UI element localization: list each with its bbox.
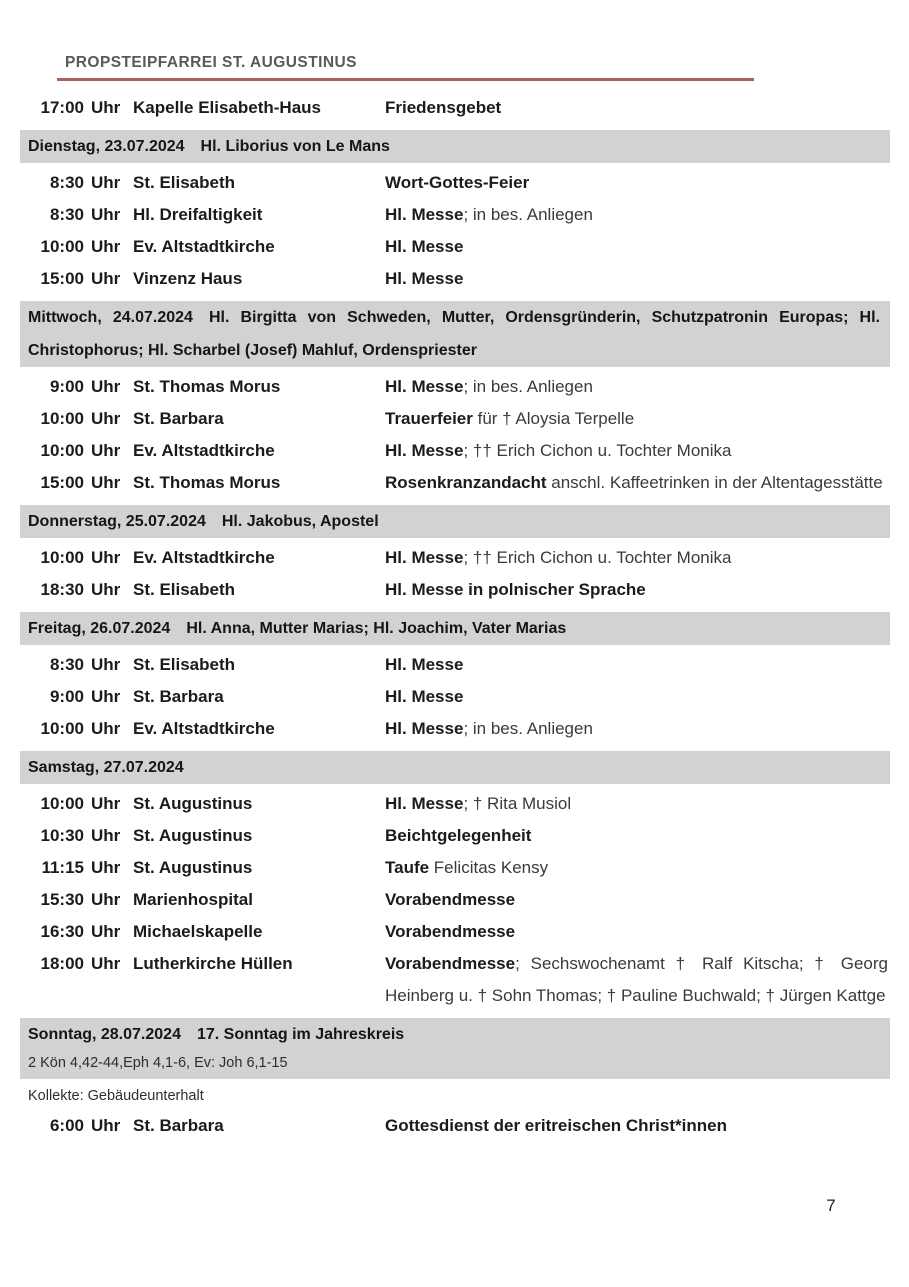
entry-time-suffix: Uhr bbox=[91, 377, 121, 396]
entry-event: Hl. Messe bbox=[385, 269, 464, 288]
entry-time: 10:00 bbox=[40, 719, 84, 738]
entry-time: 16:30 bbox=[40, 922, 84, 941]
day-label: Donnerstag, 25.07.2024 bbox=[28, 513, 206, 530]
day-banner-title bbox=[28, 751, 880, 784]
entry-description bbox=[385, 852, 890, 884]
schedule-row bbox=[20, 371, 890, 403]
schedule-row bbox=[20, 167, 890, 199]
entry-time: 15:30 bbox=[40, 890, 84, 909]
entry-time: 10:00 bbox=[40, 237, 84, 256]
entry-detail: Felicitas Kensy bbox=[429, 858, 549, 877]
entry-event: Trauerfeier bbox=[385, 409, 473, 428]
entry-time-suffix: Uhr bbox=[91, 580, 121, 599]
entry-event: Hl. Messe bbox=[385, 548, 464, 567]
schedule-row bbox=[20, 542, 890, 574]
schedule bbox=[20, 92, 890, 1142]
entry-location: Michaelskapelle bbox=[133, 922, 263, 941]
entry-time-suffix: Uhr bbox=[91, 409, 121, 428]
schedule-row bbox=[20, 820, 890, 852]
schedule-row bbox=[20, 231, 890, 263]
day-banner bbox=[20, 505, 890, 538]
entry-time-suffix: Uhr bbox=[91, 826, 121, 845]
entry-description bbox=[385, 467, 890, 499]
entry-time-suffix: Uhr bbox=[91, 173, 121, 192]
entry-location: Ev. Altstadtkirche bbox=[133, 548, 275, 567]
entry-time: 6:00 bbox=[49, 1116, 84, 1135]
day-banner bbox=[20, 301, 890, 367]
entry-description bbox=[385, 435, 890, 467]
entry-description bbox=[385, 167, 890, 199]
entry-event: Hl. Messe bbox=[385, 794, 464, 813]
day-feast: Hl. Jakobus, Apostel bbox=[221, 513, 379, 530]
day-banner bbox=[20, 612, 890, 645]
entry-description bbox=[385, 681, 890, 713]
schedule-row bbox=[20, 916, 890, 948]
entry-event: Hl. Messe bbox=[385, 377, 464, 396]
schedule-row bbox=[20, 403, 890, 435]
entry-time-suffix: Uhr bbox=[91, 954, 121, 973]
entry-time-suffix: Uhr bbox=[91, 922, 121, 941]
entry-description bbox=[385, 916, 890, 948]
entry-event: Wort-Gottes-Feier bbox=[385, 173, 530, 192]
page-header bbox=[57, 54, 754, 81]
entry-location: St. Elisabeth bbox=[133, 655, 236, 674]
entry-location: St. Thomas Morus bbox=[133, 377, 281, 396]
entry-description bbox=[385, 884, 890, 916]
entry-time: 8:30 bbox=[49, 655, 84, 674]
entry-time-suffix: Uhr bbox=[91, 548, 121, 567]
page-number: 7 bbox=[826, 1196, 836, 1215]
entry-time: 10:00 bbox=[40, 409, 84, 428]
entry-location: Marienhospital bbox=[133, 890, 253, 909]
schedule-row bbox=[20, 713, 890, 745]
day-feast: Hl. Anna, Mutter Marias; Hl. Joachim, Vater Marias bbox=[186, 620, 567, 637]
entry-time-suffix: Uhr bbox=[91, 98, 121, 117]
entry-time-suffix: Uhr bbox=[91, 1116, 121, 1135]
entry-description bbox=[385, 820, 890, 852]
entry-description bbox=[385, 231, 890, 263]
entry-time-suffix: Uhr bbox=[91, 794, 121, 813]
schedule-row bbox=[20, 884, 890, 916]
day-scripture: 2 Kön 4,42-44,Eph 4,1-6, Ev: Joh 6,1-15 bbox=[28, 1055, 288, 1071]
day-feast: Hl. Birgitta von Schweden, Mutter, Ordensgründerin, Schutzpatronin Europas; Hl. Christophorus; Hl. Scharbel (Josef) Mahluf, Ordenspriester bbox=[28, 309, 881, 359]
entry-time: 18:00 bbox=[40, 954, 84, 973]
entry-description bbox=[385, 1110, 890, 1142]
entry-description bbox=[385, 263, 890, 295]
day-banner-title bbox=[28, 130, 880, 163]
day-label: Mittwoch, 24.07.2024 bbox=[28, 309, 193, 326]
entry-time: 10:30 bbox=[40, 826, 84, 845]
schedule-row bbox=[20, 263, 890, 295]
entry-location: St. Elisabeth bbox=[133, 580, 236, 599]
entry-location: St. Thomas Morus bbox=[133, 473, 281, 492]
entry-location: Hl. Dreifaltigkeit bbox=[133, 205, 263, 224]
entry-event: Hl. Messe bbox=[385, 441, 464, 460]
entry-description bbox=[385, 948, 890, 1012]
entry-time: 10:00 bbox=[40, 794, 84, 813]
entry-detail: ; † Rita Musiol bbox=[463, 794, 572, 813]
day-banner-title bbox=[28, 505, 880, 538]
entry-detail: ; in bes. Anliegen bbox=[463, 377, 593, 396]
entry-time: 10:00 bbox=[40, 441, 84, 460]
entry-time-suffix: Uhr bbox=[91, 473, 121, 492]
entry-detail: für † Aloysia Terpelle bbox=[472, 409, 635, 428]
day-feast: 17. Sonntag im Jahreskreis bbox=[196, 1026, 405, 1043]
entry-detail: ; †† Erich Cichon u. Tochter Monika bbox=[463, 548, 732, 567]
entry-location: St. Barbara bbox=[133, 687, 224, 706]
day-banner bbox=[20, 751, 890, 784]
entry-location: St. Elisabeth bbox=[133, 173, 236, 192]
day-banner bbox=[20, 1018, 890, 1079]
day-banner-title bbox=[28, 612, 880, 645]
day-banner bbox=[20, 130, 890, 163]
entry-event: Hl. Messe bbox=[385, 237, 464, 256]
entry-time: 18:30 bbox=[40, 580, 84, 599]
entry-location: St. Augustinus bbox=[133, 858, 253, 877]
day-feast: Hl. Liborius von Le Mans bbox=[200, 138, 390, 155]
parish-title: PROPSTEIPFARREI ST. AUGUSTINUS bbox=[65, 54, 357, 71]
entry-description bbox=[385, 371, 890, 403]
entry-time: 11:15 bbox=[41, 858, 84, 877]
entry-time: 9:00 bbox=[49, 377, 84, 396]
day-banner-title bbox=[28, 1018, 880, 1051]
schedule-row bbox=[20, 681, 890, 713]
schedule-row bbox=[20, 467, 890, 499]
entry-description bbox=[385, 649, 890, 681]
entry-description bbox=[385, 199, 890, 231]
entry-event: Rosenkranzandacht bbox=[385, 473, 547, 492]
entry-detail: ; †† Erich Cichon u. Tochter Monika bbox=[463, 441, 732, 460]
day-label: Samstag, 27.07.2024 bbox=[28, 759, 184, 776]
schedule-row bbox=[20, 649, 890, 681]
entry-event: Hl. Messe bbox=[385, 719, 464, 738]
entry-location: St. Barbara bbox=[133, 409, 224, 428]
schedule-row bbox=[20, 574, 890, 606]
entry-description bbox=[385, 574, 890, 606]
entry-detail: anschl. Kaffeetrinken in der Altentagesstätte bbox=[546, 473, 883, 492]
entry-location: Vinzenz Haus bbox=[133, 269, 243, 288]
schedule-row bbox=[20, 92, 890, 124]
entry-time-suffix: Uhr bbox=[91, 687, 121, 706]
entry-location: Ev. Altstadtkirche bbox=[133, 237, 275, 256]
entry-location: St. Augustinus bbox=[133, 826, 253, 845]
entry-description bbox=[385, 713, 890, 745]
entry-time-suffix: Uhr bbox=[91, 655, 121, 674]
entry-description bbox=[385, 92, 890, 124]
entry-location: Lutherkirche Hüllen bbox=[133, 954, 293, 973]
entry-description bbox=[385, 542, 890, 574]
entry-location: St. Augustinus bbox=[133, 794, 253, 813]
entry-time-suffix: Uhr bbox=[91, 719, 121, 738]
entry-time: 8:30 bbox=[49, 205, 84, 224]
entry-description bbox=[385, 788, 890, 820]
entry-detail: ; in bes. Anliegen bbox=[463, 205, 593, 224]
entry-event: Vorabendmesse bbox=[385, 954, 516, 973]
entry-event: Friedensgebet bbox=[385, 98, 502, 117]
entry-event: Hl. Messe bbox=[385, 655, 464, 674]
schedule-row bbox=[20, 852, 890, 884]
entry-detail: ; Sechswochenamt † Ralf Kitscha; † Georg Heinberg u. † Sohn Thomas; † Pauline Buchwald; † Jürgen Kattge bbox=[385, 954, 888, 1005]
entry-event: Vorabendmesse bbox=[385, 922, 516, 941]
entry-time: 17:00 bbox=[40, 98, 84, 117]
entry-time-suffix: Uhr bbox=[91, 858, 121, 877]
day-banner-title bbox=[28, 301, 880, 367]
entry-event: Taufe bbox=[385, 858, 430, 877]
entry-time: 15:00 bbox=[40, 473, 84, 492]
entry-time-suffix: Uhr bbox=[91, 205, 121, 224]
entry-time: 8:30 bbox=[49, 173, 84, 192]
entry-location: Ev. Altstadtkirche bbox=[133, 441, 275, 460]
schedule-row bbox=[20, 948, 890, 1012]
entry-event: Hl. Messe bbox=[385, 687, 464, 706]
entry-time: 9:00 bbox=[49, 687, 84, 706]
entry-event: Gottesdienst der eritreischen Christ*innen bbox=[385, 1116, 727, 1135]
schedule-row bbox=[20, 435, 890, 467]
day-label: Dienstag, 23.07.2024 bbox=[28, 138, 185, 155]
entry-time: 10:00 bbox=[40, 548, 84, 567]
entry-description bbox=[385, 403, 890, 435]
schedule-row bbox=[20, 1110, 890, 1142]
schedule-row bbox=[20, 199, 890, 231]
schedule-row bbox=[20, 788, 890, 820]
entry-location: Kapelle Elisabeth-Haus bbox=[133, 98, 322, 117]
entry-time-suffix: Uhr bbox=[91, 890, 121, 909]
entry-time: 15:00 bbox=[40, 269, 84, 288]
entry-time-suffix: Uhr bbox=[91, 237, 121, 256]
entry-event: Hl. Messe bbox=[385, 205, 464, 224]
entry-event: Hl. Messe in polnischer Sprache bbox=[385, 580, 646, 599]
entry-time-suffix: Uhr bbox=[91, 441, 121, 460]
entry-event: Vorabendmesse bbox=[385, 890, 516, 909]
entry-location: St. Barbara bbox=[133, 1116, 224, 1135]
entry-location: Ev. Altstadtkirche bbox=[133, 719, 275, 738]
day-label: Freitag, 26.07.2024 bbox=[28, 620, 171, 637]
day-label: Sonntag, 28.07.2024 bbox=[28, 1026, 181, 1043]
entry-detail: ; in bes. Anliegen bbox=[463, 719, 593, 738]
kollekte-note: Kollekte: Gebäudeunterhalt bbox=[28, 1088, 204, 1104]
entry-time-suffix: Uhr bbox=[91, 269, 121, 288]
entry-event: Beichtgelegenheit bbox=[385, 826, 532, 845]
